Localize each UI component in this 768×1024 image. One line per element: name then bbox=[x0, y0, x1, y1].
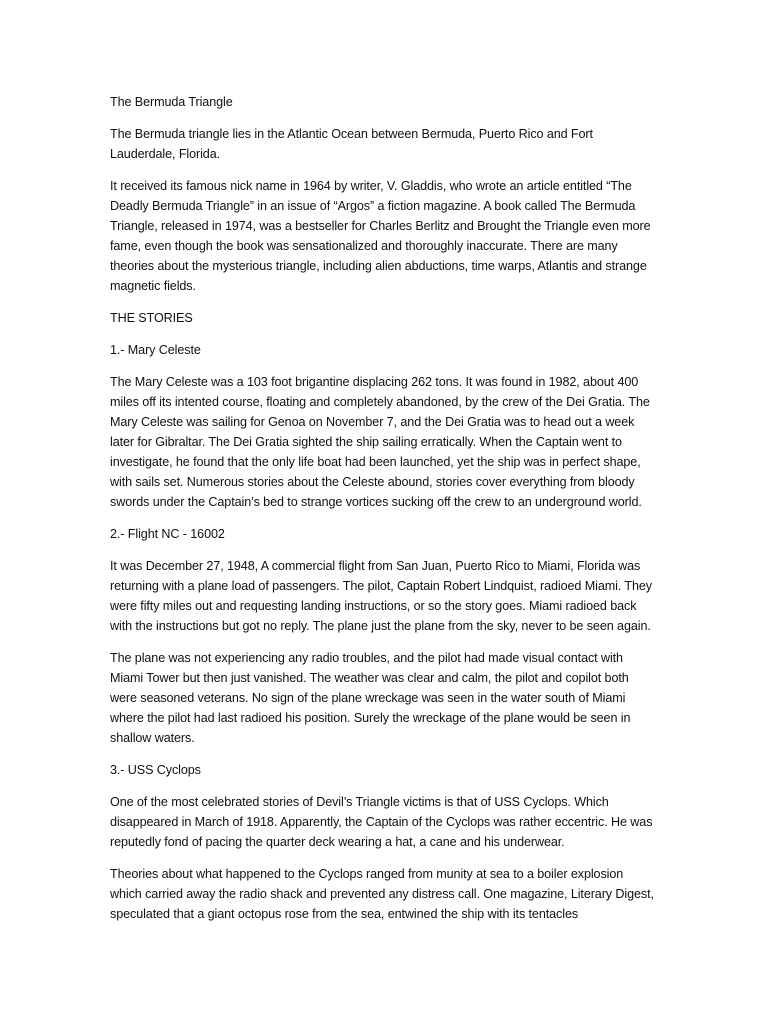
story-heading-uss-cyclops: 3.- USS Cyclops bbox=[110, 763, 201, 777]
document-body bbox=[110, 92, 658, 936]
stories-heading: THE STORIES bbox=[110, 311, 193, 325]
intro-paragraph-1: The Bermuda triangle lies in the Atlantic Ocean between Bermuda, Puerto Rico and Fort Lauderdale, Florida. bbox=[110, 127, 593, 161]
story-paragraph: It was December 27, 1948, A commercial flight from San Juan, Puerto Rico to Miami, Florida was returning with a plane load of passengers. The pilot, Captain Robert Lindquist, radioed Miami. They were fifty miles out and requesting landing instructions, or so the story goes. Miami radioed back with the instructions but got no reply. The plane just the plane from the sky, never to be seen again. bbox=[110, 559, 652, 633]
story-heading-flight: 2.- Flight NC - 16002 bbox=[110, 527, 225, 541]
document-title: The Bermuda Triangle bbox=[110, 95, 233, 109]
story-paragraph: Theories about what happened to the Cyclops ranged from munity at sea to a boiler explosion which carried away the radio shack and prevented any distress call. One magazine, Literary Digest, speculated that a giant octopus rose from the sea, entwined the ship with its tentacles bbox=[110, 867, 654, 921]
story-paragraph: One of the most celebrated stories of Devil’s Triangle victims is that of USS Cyclops. Which disappeared in March of 1918. Apparently, the Captain of the Cyclops was rather eccentric. He was reputedly fond of pacing the quarter deck wearing a hat, a cane and his underwear. bbox=[110, 795, 653, 849]
story-paragraph: The Mary Celeste was a 103 foot brigantine displacing 262 tons. It was found in 1982, about 400 miles off its intented course, floating and completely abandoned, by the crew of the Dei Gratia. The Mary Celeste was sailing for Genoa on November 7, and the Dei Gratia was to head out a week later for Gibraltar. The Dei Gratia sighted the ship sailing erratically. When the Captain went to investigate, he found that the only life boat had been launched, yet the ship was in perfect shape, with sails set. Numerous stories about the Celeste abound, stories cover everything from bloody swords under the Captain’s bed to strange vortices sucking off the crew to an underground world. bbox=[110, 375, 650, 509]
story-heading-mary-celeste: 1.- Mary Celeste bbox=[110, 343, 201, 357]
intro-paragraph-2: It received its famous nick name in 1964 by writer, V. Gladdis, who wrote an article entitled “The Deadly Bermuda Triangle” in an issue of “Argos” a fiction magazine. A book called The Bermuda Triangle, released in 1974, was a bestseller for Charles Berlitz and Brought the Triangle even more fame, even though the book was sensationalized and thoroughly inaccurate. There are many theories about the mysterious triangle, including alien abductions, time warps, Atlantis and strange magnetic fields. bbox=[110, 179, 651, 293]
story-paragraph: The plane was not experiencing any radio troubles, and the pilot had made visual contact with Miami Tower but then just vanished. The weather was clear and calm, the pilot and copilot both were seasoned veterans. No sign of the plane wreckage was seen in the water south of Miami where the pilot had last radioed his position. Surely the wreckage of the plane would be seen in shallow waters. bbox=[110, 651, 631, 745]
